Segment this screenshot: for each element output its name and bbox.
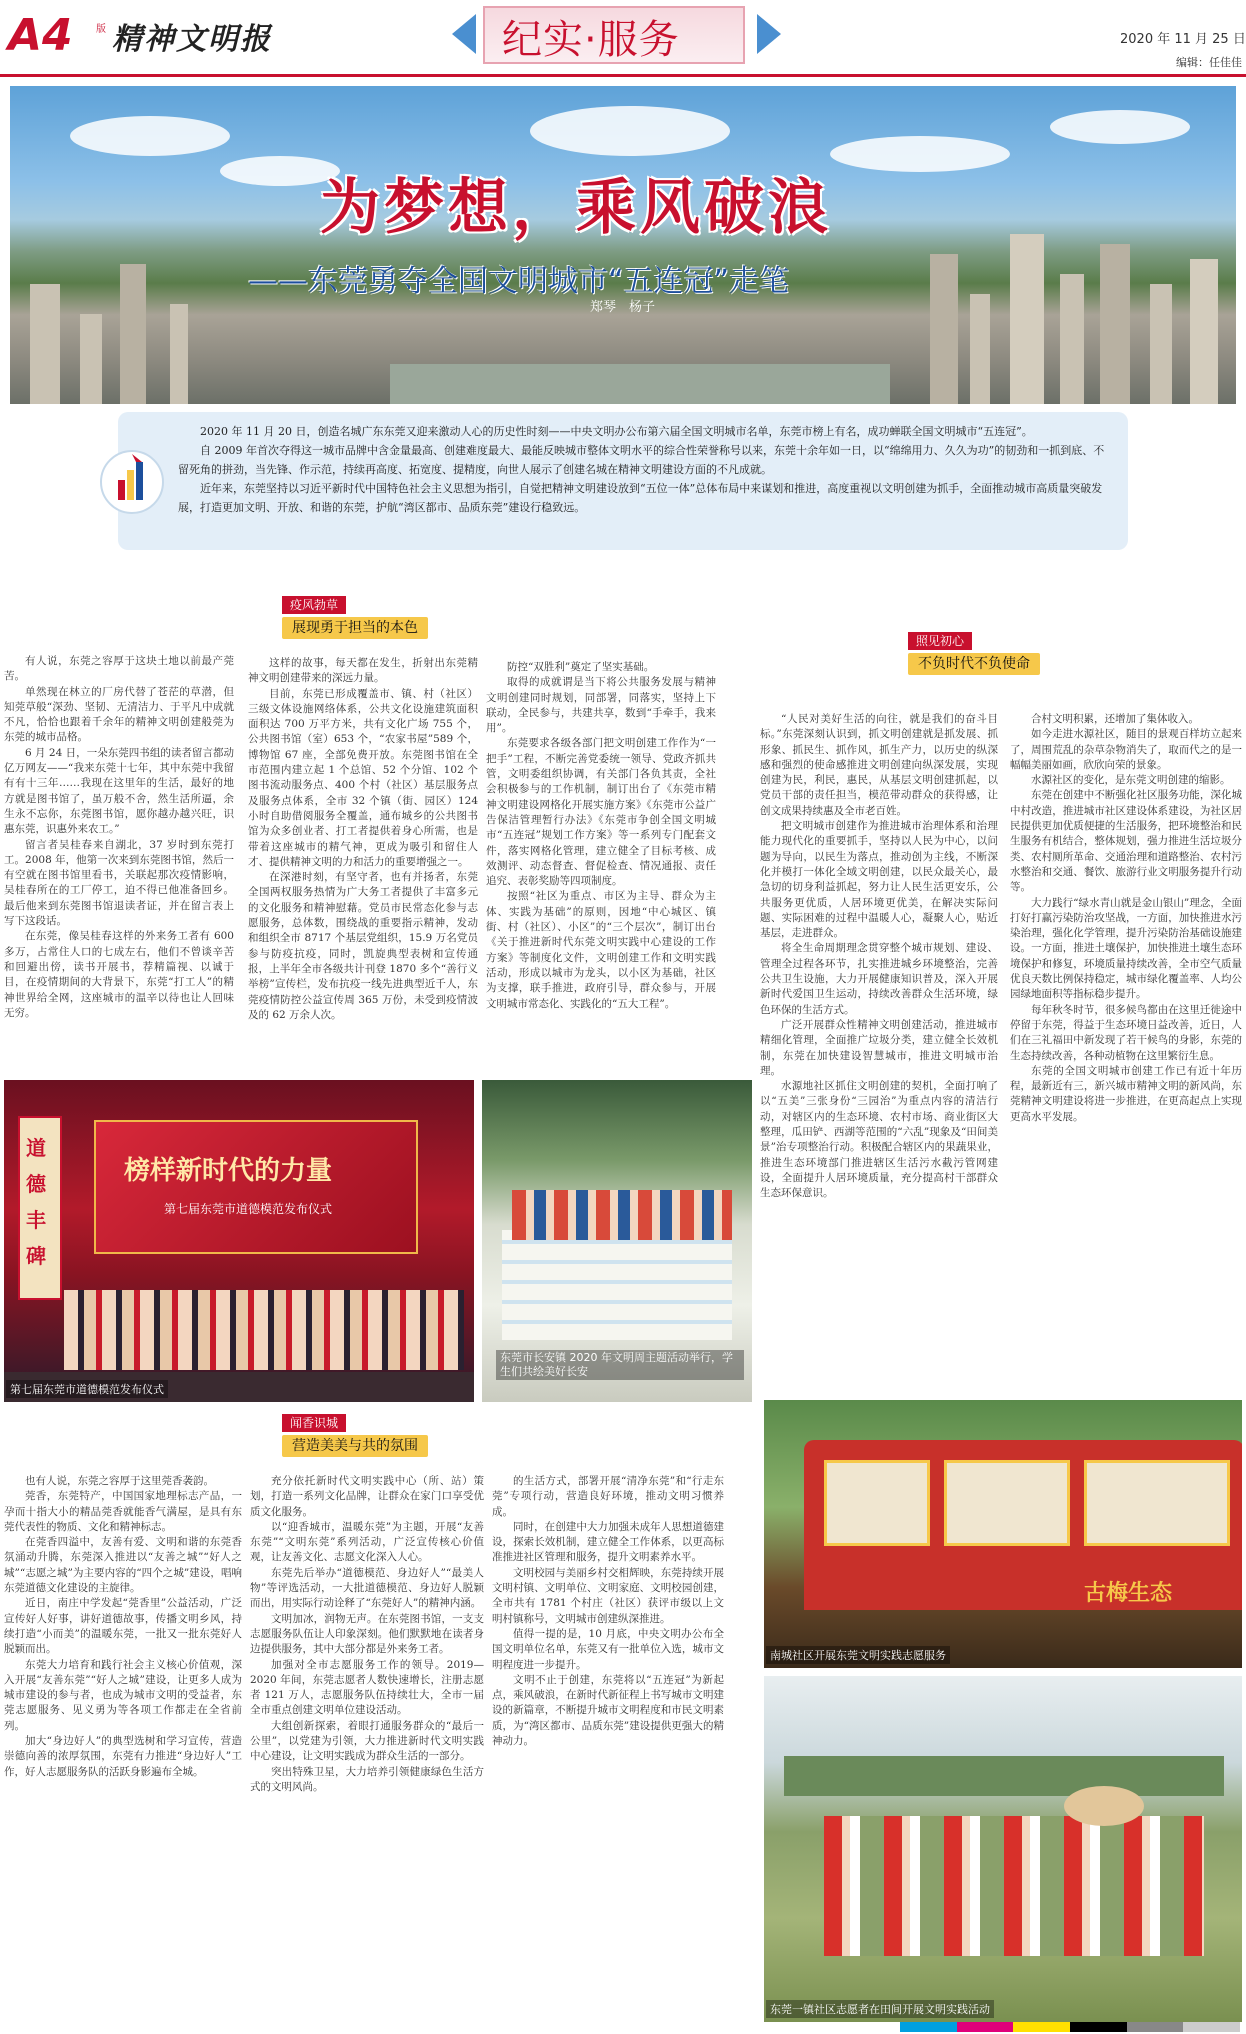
right-arrow-icon [757,14,781,54]
newspaper-name: 精神文明报 [112,22,272,57]
stage-subtitle: 第七届东莞市道德模范发布仪式 [164,1202,333,1216]
stage-screen [94,1120,418,1254]
train-window [1084,1460,1230,1546]
text-column [486,660,716,1074]
paragraph: 防控“双胜利”奠定了坚实基础。 [507,661,655,673]
paragraph: “人民对美好生活的向往，就是我们的奋斗目标。”东莞深刻认识到，抓文明创建就是抓发展、抓形象、抓民生、抓作风，抓生产力，以历史的纵深感和强烈的使命感推进文明创建向纵深发展，实现创建为民，利民，惠民，从基层文明创建抓起，以党员干部的责任担当，模范带动群众的获得感，让创文成果持续惠及全市老百姓。 [760,713,998,817]
page-header [0,0,1246,80]
paragraph: 文明不止于创建，东莞将以“五连冠”为新起点，乘风破浪，在新时代新征程上书写城市文明建设的新篇章，不断提升城市文明程度和市民文明素质，为“湾区都市、品质东莞”建设提供更强大的精神动力。 [492,1673,724,1748]
section-title: 纪实·服务 [502,17,680,63]
paragraph: 按照“社区为重点、市区为主导、群众为主体、实践为基础”的原则，因地“中心城区、镇街、村（社区）、小区”的“三个层次”，制订出台《关于推进新时代东莞文明实践中心建设的工作方案》等制度化文件，文明创建工作和文明实践活动，形成以城市为龙头，以小区为基础，社区为支撑，联手推进，政府引导，群众参与，开展文明城市常态化、实践化的“五大工程”。 [486,890,716,1010]
stage-banner-text: 道德丰碑 [26,1136,46,1268]
train-sign: 古梅生态 [1084,1581,1173,1606]
section-head-1 [282,594,428,637]
section-title: 展现勇于担当的本色 [282,617,428,639]
color-registration-bar [900,2022,1240,2032]
paragraph: 目前，东莞已形成覆盖市、镇、村（社区）三级文体设施网络体系，公共文化设施建筑面积面积达 700 万平方米，共有文化广场 755 个，公共图书馆（室）653 个，“农家书屋”589 个，博物馆 67 座，全部免费开放。东莞图书馆在全市范围内建立起 1 个总馆、52 个分馆、102 个图书流动服务点、400 个村（社区）基层服务点及服务点体系，全市 32 个镇（街、园区）124 小时自助借阅服务全覆盖，通布城乡的公共图书馆为众多创业者、打工者提供着身心所需，也是带着这座城市的精气神，更成为吸引和留住人才、提供精神文明的力和活力的重要增强之一。 [248,687,478,868]
paragraph: 广泛开展群众性精神文明创建活动，推进城市精细化管理，全面推广垃圾分类，建立健全长效机制，东莞在加快建设智慧城市，推进文明城市治理。 [760,1018,998,1077]
field-photo [764,1676,1242,2022]
text-column [250,1474,484,2022]
paragraph: 有人说，东莞之容厚于这块土地以前最产莞苦。 [4,655,234,683]
paragraph: 在深港时刻，有坚守者，也有并扬者，东莞全国两权服务热情为广大务工者提供了丰富多元的文化服务和精神慰藉。党员市民常态化参与志愿服务，总体数，围绕战的重要指示精神，发动和组织全市 8717 个基层党组织，15.9 万名党员参与防疫抗疫，同时，凯旋典型表树和宣传通报，上半年全市各级共计刊登 1870 多个“善行义举榜”宣传栏，发布抗疫一线先进典型近千人，东莞疫情防控公益宣传周 365 万份，未受到疫情波及的 62 万余人次。 [248,871,478,1021]
paragraph: 取得的成就谓是当下将公共服务发展与精神文明创建同时规划，同部署，同落实，坚持上下联动，全民参与，共建共享，数到“手牵手，我来用”。 [486,676,716,735]
straw-hat [1064,1786,1144,1826]
paragraph: 把文明城市创建作为推进城市治理体系和治理能力现代化的重要抓手，坚持以人民为中心，以问题为导向，以民生为落点，推动创为主线，不断深化并模打一体化全域文明创建，以民众最关心，最急切的切身利益抓起，努力让人民生活更安乐，公共服务更优质，人居环境更优美，在解决实际问题、实际困难的过程中温暖人心，凝聚人心，贴近基层，走进群众。 [760,820,998,940]
intro-paragraph: 自 2009 年首次夺得这一城市品牌中含金量最高、创建难度最大、最能反映城市整体文明水平的综合性荣誉称号以来，东莞十余年如一日，以“绵绵用力、久久为功”的韧劲和一抓到底、不留死角的拼劲，当先锋、作示范，持续再高度、拓宽度、提精度，向世人展示了创建名城在精神文明建设方面的不凡成就。 [178,444,1105,476]
photo-caption: 第七届东莞市道德模范发布仪式 [6,1380,168,1398]
headline: 为梦想，乘风破浪 [320,173,832,243]
paragraph: 文明校园与美丽乡村交相辉映，东莞持续开展文明村镇、文明单位、文明家庭、文明校园创建，全市共有 1781 个村庄（社区）获评市级以上文明村镇称号，文明城市创建纵深推进。 [492,1566,724,1625]
painting-canvas [502,1230,732,1340]
paragraph: 同时，在创建中大力加强未成年人思想道德建设，探索长效机制，建立健全工作体系，以更高标准推进社区管理和服务，提升文明素养水平。 [492,1520,724,1564]
paragraph: 东莞在创建中不断强化社区服务功能，深化城中村改造，推进城市社区建设体系建设，为社区居民提供更加优质便捷的生活服务，把环境整治和民生服务有机结合，整体规划，强力推进生活垃圾分类、农村厕所革命、交通治理和道路整治、农村污水整治和交通、餐饮、旅游行业文明服务提升行动等。 [1010,789,1242,894]
paragraph: 在东莞，像吴桂春这样的外来务工者有 600 多万，占常住人口的七成左右，他们不曾谈辛苦和回避出傍，读书开展书，荐精篇视、以诚于目，在疫情期间的大背景下，东莞“打工人”的精神世界给全网，这座城市的温辛以待也让人回味无穷。 [4,930,234,1019]
stage-title: 榜样新时代的力量 [124,1156,333,1186]
section-tag: 闻香识城 [282,1414,346,1432]
paragraph: 东莞大力培育和践行社会主义核心价值观，深入开展“友善东莞”“好人之城”建设，让更多人成为城市建设的参与者，也成为城市文明的受益者，东莞志愿服务、见义勇为等各项工作都走在全省前列。 [4,1658,242,1732]
page-number: A4 [8,10,73,61]
intro-text [178,422,1108,517]
paragraph: 近日，南庄中学发起“莞香里”公益活动，广泛宣传好人好事，讲好道德故事，传播文明乡风，持续打造“小而美”的温暖东莞，一批又一批东莞好人脱颖而出。 [4,1597,242,1656]
photo-caption: 东莞市长安镇 2020 年文明周主题活动举行，学生们共绘美好长安 [496,1350,744,1380]
paragraph: 以“迎香城市，温暖东莞”为主题，开展“友善东莞”“文明东莞”系列活动，广泛宣传核心价值观，让友善文化、志愿文化深入人心。 [250,1520,484,1564]
children-row [512,1190,732,1240]
section-tag: 照见初心 [908,632,972,650]
paragraph: 大力践行“绿水青山就是金山银山”理念，全面打好打赢污染防治攻坚战，一方面，加快推进水污染治理，强化化学管理，提升污染防治基础设施建设。一方面，推进土壤保护，加快推进土壤生态环境保护和修复，环境质量持续改善，全市空气质量优良天数比例保持稳定，城市绿化覆盖率、人均公园绿地面积等指标稳步提升。 [1010,896,1242,1001]
paragraph: 也有人说，东莞之容厚于这里莞香袭韵。 [25,1475,214,1487]
paragraph: 在莞香四溢中，友善有爱、文明和谐的东莞香氛涌动升腾，东莞深入推进以“友善之城”“好人之城”“志愿之城”为主要内容的“四个之城”建设，唱响东莞道德文化建设的主旋律。 [4,1536,242,1595]
paragraph: 加强对全市志愿服务工作的领导。2019—2020 年间，东莞志愿者人数快速增长，注册志愿者 121 万人，志愿服务队伍持续壮大，全市一届全市重点创建文明单位建设活动。 [250,1658,484,1717]
paragraph: 每年秋冬时节，很多候鸟都由在这里迁徙途中停留于东莞，得益于生态环境日益改善，近日，人们在三礼福田中新发现了若干候鸟的身影，东莞的生态持续改善，各种动植物在这里繁衍生息。 [1010,1003,1242,1062]
paragraph: 将全生命周期理念贯穿整个城市规划、建设、管理全过程各环节，扎实推进城乡环境整治，完善公共卫生设施，大力开展健康知识普及，深入开展新时代爱国卫生运动，持续改善群众生活环境，绿色环保的生活方式。 [760,942,998,1016]
paragraph: 如今走进水源社区，随目的景观百样坊立起来了，周围荒乱的杂草杂物消失了，取而代之的是一幅幅美丽如画，欣欣向荣的景象。 [1010,728,1242,771]
crowd [64,1290,464,1370]
treeline [784,1756,1224,1796]
paragraph: 留言者吴桂春来自湖北，37 岁时到东莞打工。2008 年，他第一次来到东莞图书馆，然后一有空就在图书馆里看书，关联起那次疫情影响，吴桂春所在的工厂停工，迫不得已他准备回乡。最后他来到东莞图书馆退读者证，并在留言表上写下这段话。 [4,838,234,928]
volunteers [824,1816,1204,1956]
ceremony-photo [4,1080,474,1402]
byline: 郑琴 杨子 [590,300,656,315]
paragraph: 文明加冰，润物无声。在东莞图书馆，一支支志愿服务队伍让人印象深刻。他们默默地在读者身边提供服务，其中大部分都是外来务工者。 [250,1612,484,1656]
paragraph: 大组创新探索，着眼打通服务群众的“最后一公里”，以党建为引领，大力推进新时代文明实践中心建设，让文明实践成为群众生活的一部分。 [250,1719,484,1763]
paragraph: 的生活方式，部署开展“清净东莞”和“行走东莞”专项行动，营造良好环境，推动文明习惯养成。 [492,1475,724,1518]
section-tag: 疫风勃草 [282,596,346,614]
paragraph: 加大“身边好人”的典型选树和学习宣传，营造崇德向善的浓厚氛围，东莞有力推进“身边好人”工作，好人志愿服务队的活跃身影遍布全城。 [4,1735,242,1778]
train-window [824,1460,930,1546]
paragraph: 水源地社区抓住文明创建的契机，全面打响了以“五美”三张身份“三园治”为重点内容的清洁行动，对辖区内的生态环境、农村市场、商业街区大整理，瓜田铲、西湖等范围的“六乱”现象及“田间美景”治专项整治行动。积极配合辖区内的果蔬果业，推进生态环境部门推进辖区生活污水截污管网建设，全面提升人居环境质量，充分提高村干部群众生态环保意识。 [760,1080,998,1200]
paragraph: 合村文明积累，还增加了集体收入。 [1031,713,1199,725]
header-rule [0,74,1246,77]
left-arrow-icon [452,14,476,54]
issue-date: 2020 年 11 月 25 日 [1120,32,1246,47]
section-title: 不负时代不负使命 [908,653,1040,675]
intro-box [118,412,1128,550]
editor-credit: 编辑：任佳佳 [1176,56,1242,69]
paragraph: 东莞先后举办“道德模范、身边好人”“最美人物”等评选活动，一大批道德模范、身边好人脱颖而出，用实际行动诠释了“东莞好人”的精神内涵。 [250,1566,484,1610]
paragraph: 6 月 24 日，一朵东莞四书组的读者留言都动亿万网友——“我来东莞十七年，其中东莞中我留有有十三年……我现在这里年的生活，最好的地方就是图书馆了，虽万般不舍，然生活所逼，余生永不忘你，东莞图书馆，愿你越办越兴旺，识惠东莞，识惠外来农工。” [4,746,234,836]
paragraph: 水源社区的变化，是东莞文明创建的缩影。 [1031,774,1231,787]
train-photo [764,1400,1242,1668]
paragraph: 莞香，东莞特产，中国国家地理标志产品，一孕而十指大小的精品莞香就能香气满屋，是具有东莞代表性的物质、文化和精神标志。 [4,1490,242,1533]
text-column [4,654,234,1074]
section-head-2 [908,630,1040,673]
section-title: 营造美美与共的氛围 [282,1435,428,1457]
intro-paragraph: 2020 年 11 月 20 日，创造名城广东东莞又迎来激动人心的历史性时刻——中央文明办公布第六届全国文明城市名单，东莞市榜上有名，成功蝉联全国文明城市“五连冠”。 [200,425,1033,438]
text-column [1010,712,1242,1392]
paragraph: 充分依托新时代文明实践中心（所、站）策划，打造一系列文化品牌，让群众在家门口享受优质文化服务。 [250,1475,484,1518]
section-head-3 [282,1412,428,1455]
text-column [760,712,998,1392]
paragraph: 单然现在林立的厂房代替了苍茫的草潜，但知莞草般“深劲、坚韧、无清洁力、于平凡中成就不凡，恰恰也跟着千余年的精神文明创建般莞为东莞的城市品格。 [4,685,234,744]
bar-graph-icon [100,450,164,514]
paragraph: 东莞的全国文明城市创建工作已有近十年历程，最新近有三，新兴城市精神文明的新风尚，东莞精神文明建设将进一步推进，在更高起点上实现更高水平发展。 [1010,1064,1242,1123]
kids-painting-photo [482,1080,752,1402]
photo-caption: 东莞一镇社区志愿者在田间开展文明实践活动 [766,2000,994,2018]
intro-paragraph: 近年来，东莞坚持以习近平新时代中国特色社会主义思想为指引，自觉把精神文明建设放到“五位一体”总体布局中来谋划和推进，高度重视以文明创建为抓手，全面推动城市高质量突破发展，打造更加文明、开放、和谐的东莞，护航“湾区都市、品质东莞”建设行稳致远。 [178,482,1103,514]
paragraph: 东莞要求各级各部门把文明创建工作作为“一把手”工程，不断完善党委统一领导、党政齐抓共管，文明委组织协调，有关部门各负其责，全社会积极参与的工作机制，制订出台了《东莞市精神文明建设网格化开展实施方案》《东莞市公益广告保洁管理暂行办法》《东莞市争创全国文明城市“五连冠”规划工作方案》等一系列专门配套文件，落实网格化管理，建立健全了目标考核、成效测评、动态督查、督促检查、情况通报、责任追究、表彰奖励等四项制度。 [486,737,716,888]
paragraph: 这样的故事，每天都在发生，折射出东莞精神文明创建带来的深远力量。 [248,657,478,685]
paragraph: 值得一提的是，10 月底，中央文明办公布全国文明单位名单，东莞又有一批单位入选，城市文明程度进一步提升。 [492,1627,724,1671]
subheadline: ——东莞勇夺全国文明城市“五连冠”走笔 [248,264,790,299]
photo-caption: 南城社区开展东莞文明实践志愿服务 [766,1646,950,1664]
text-column [4,1474,242,2022]
page-suffix: 版 [96,24,106,35]
text-column [248,656,478,1074]
text-column [492,1474,724,2022]
train-window [944,1460,1070,1546]
paragraph: 突出特殊卫星，大力培养引领健康绿色生活方式的文明风尚。 [250,1765,484,1793]
